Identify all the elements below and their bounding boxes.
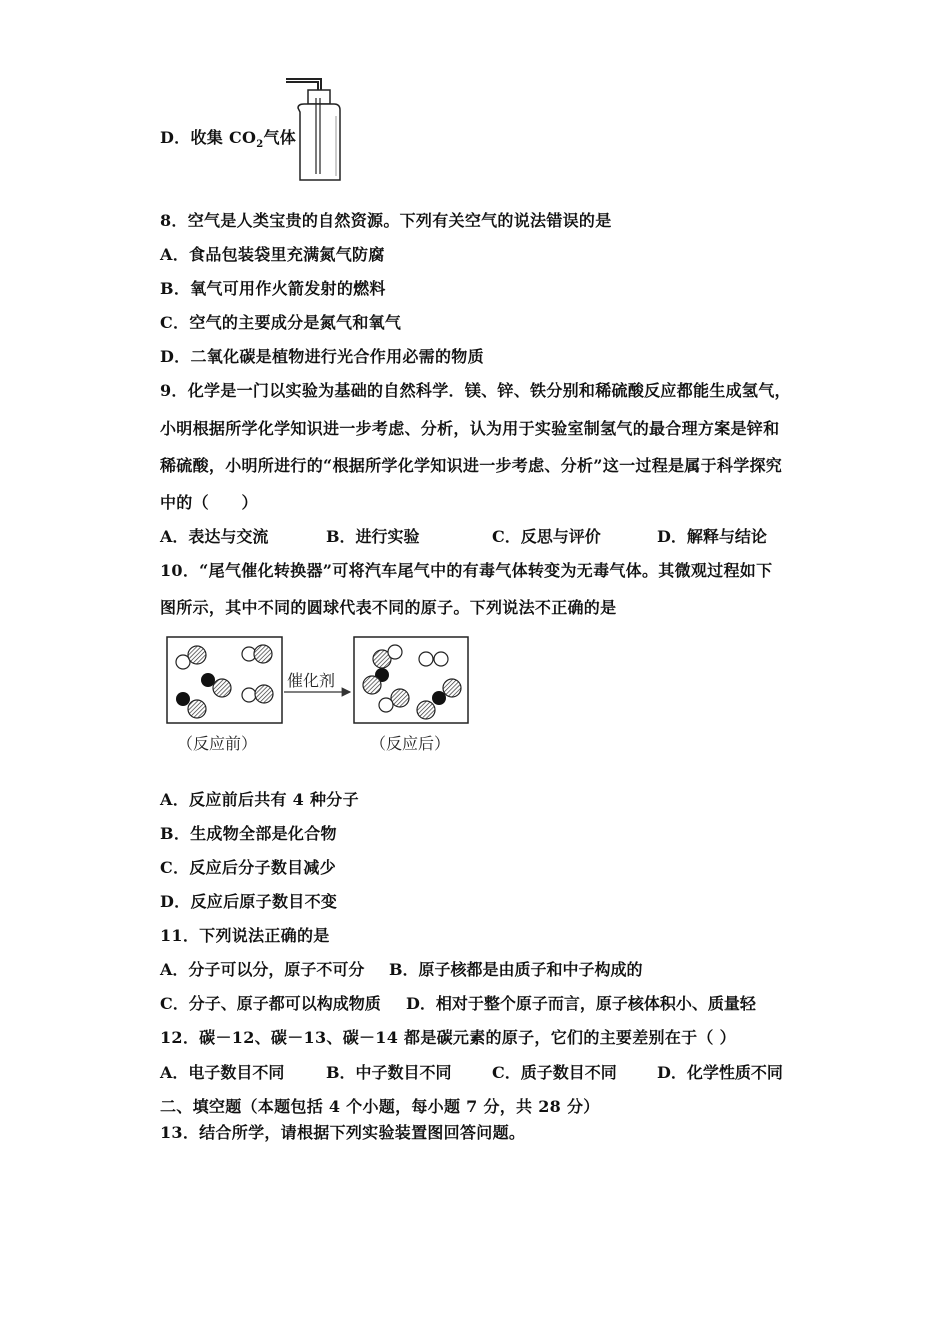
q9-stem-line-1: 9．化学是一门以实验为基础的自然科学．镁、锌、铁分别和稀硫酸反应都能生成氢气， — [160, 381, 791, 400]
q12-option-b: B．中子数目不同 — [326, 1063, 452, 1082]
q10-stem-line-1: 10．“尾气催化转换器”可将汽车尾气中的有毒气体转变为无毒气体。其微观过程如下 — [160, 561, 773, 580]
catalyst-label: 催化剂 — [287, 671, 336, 690]
q8-option-c: C．空气的主要成分是氮气和氧气 — [160, 313, 402, 332]
q10-option-c: C．反应后分子数目减少 — [160, 858, 337, 877]
q8-option-a: A．食品包装袋里充满氮气防腐 — [160, 245, 385, 264]
q11-option-d: D．相对于整个原子而言，原子核体积小、质量轻 — [406, 994, 756, 1013]
q9-stem-line-3: 稀硫酸，小明所进行的“根据所学化学知识进一步考虑、分析”这一过程是属于科学探究 — [160, 456, 783, 475]
q9-option-a: A．表达与交流 — [160, 527, 269, 546]
q11-option-a: A．分子可以分，原子不可分 — [160, 960, 365, 979]
q10-stem-line-2: 图所示，其中不同的圆球代表不同的原子。下列说法不正确的是 — [160, 598, 617, 617]
q10-option-b: B．生成物全部是化合物 — [160, 824, 337, 843]
q12-stem: 12．碳－12、碳－13、碳－14 都是碳元素的原子，它们的主要差别在于（ ） — [160, 1028, 736, 1047]
q10-option-a: A．反应前后共有 4 种分子 — [160, 790, 359, 809]
gas-bottle-figure — [282, 76, 352, 186]
q7-option-d — [160, 128, 296, 155]
after-caption: （反应后） — [370, 734, 451, 753]
before-caption: （反应前） — [177, 734, 258, 753]
q12-option-a: A．电子数目不同 — [160, 1063, 285, 1082]
q9-stem-line-4: 中的（ ） — [160, 493, 258, 512]
q9-option-b: B．进行实验 — [326, 527, 420, 546]
q13-stem: 13．结合所学，请根据下列实验装置图回答问题。 — [160, 1123, 526, 1142]
q7-option-d-suffix: 气体 — [263, 128, 297, 147]
q9-stem-line-2: 小明根据所学化学知识进一步考虑、分析，认为用于实验室制氢气的最合理方案是锌和 — [160, 419, 780, 438]
q12-option-c: C．质子数目不同 — [492, 1063, 617, 1082]
q8-stem: 8．空气是人类宝贵的自然资源。下列有关空气的说法错误的是 — [160, 211, 612, 230]
q8-option-b: B．氧气可用作火箭发射的燃料 — [160, 279, 386, 298]
q12-option-d: D．化学性质不同 — [657, 1063, 783, 1082]
q7-option-d-subscript: 2 — [256, 139, 264, 151]
q9-option-c: C．反思与评价 — [492, 527, 601, 546]
section-2-heading: 二、填空题（本题包括 4 个小题，每小题 7 分，共 28 分） — [160, 1097, 600, 1116]
q11-option-b: B．原子核都是由质子和中子构成的 — [389, 960, 643, 979]
q11-option-c: C．分子、原子都可以构成物质 — [160, 994, 381, 1013]
q10-option-d: D．反应后原子数目不变 — [160, 892, 338, 911]
q9-option-d: D．解释与结论 — [657, 527, 767, 546]
q7-option-d-prefix: D．收集 CO — [160, 128, 257, 147]
q11-stem: 11．下列说法正确的是 — [160, 926, 330, 945]
q8-option-d: D．二氧化碳是植物进行光合作用必需的物质 — [160, 347, 484, 366]
